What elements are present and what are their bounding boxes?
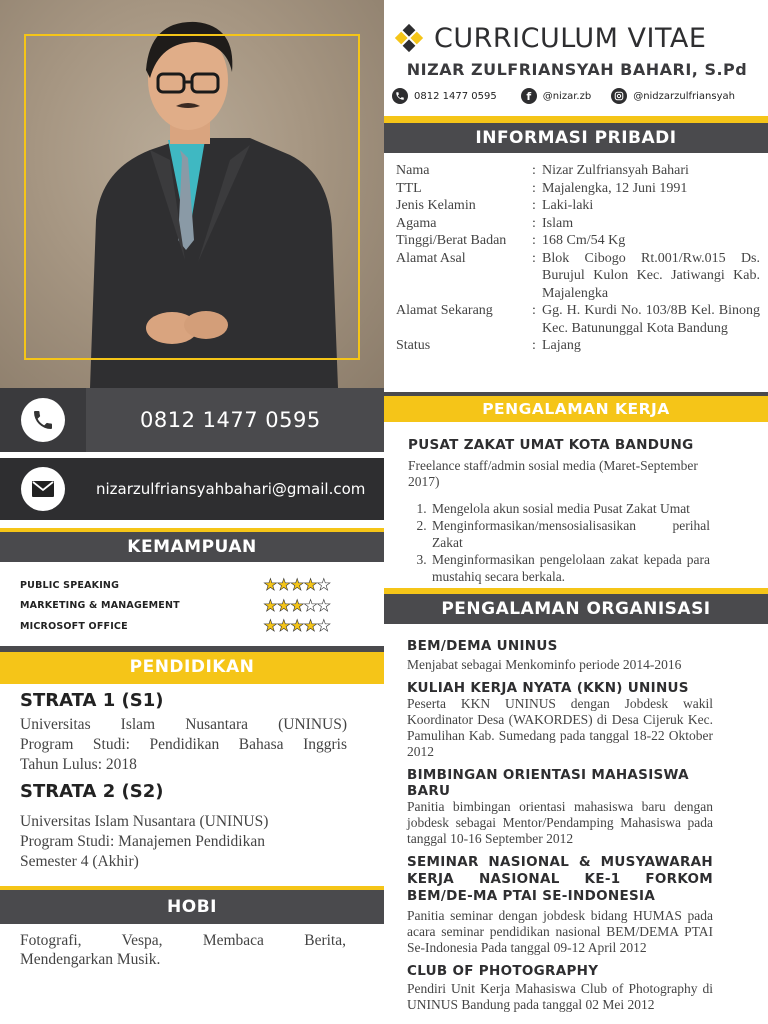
phone-number: 0812 1477 0595 (140, 408, 321, 432)
info-separator: : (532, 303, 536, 318)
organization-item (407, 854, 713, 956)
social-phone-text: 0812 1477 0595 (414, 90, 497, 102)
hobby-heading: HOBI (0, 890, 384, 924)
education-line: Semester 4 (Akhir) (20, 853, 139, 870)
education-line: Universitas Islam Nusantara (UNINUS) (20, 716, 347, 733)
phone-row (0, 388, 384, 452)
work-org: PUSAT ZAKAT UMAT KOTA BANDUNG (408, 437, 694, 453)
star-rating (263, 577, 330, 593)
education-title: STRATA 1 (S1) (20, 690, 164, 711)
star-filled-icon: ★ (276, 575, 290, 595)
info-value: Blok Cibogo Rt.001/Rw.015 Ds. Burujul Kulon Kec. Jatiwangi Kab. Majalengka (542, 250, 760, 301)
info-separator: : (532, 250, 536, 266)
organization-title: CLUB OF PHOTOGRAPHY (407, 963, 599, 979)
photo-frame (24, 34, 360, 360)
info-value: Islam (542, 215, 574, 231)
person-name: NIZAR ZULFRIANSYAH BAHARI, S.Pd (406, 60, 748, 79)
profile-photo (0, 0, 384, 388)
hobby-text (20, 931, 346, 969)
star-filled-icon: ★ (276, 616, 290, 636)
info-label: Alamat Asal (396, 250, 466, 266)
star-rating (263, 618, 330, 634)
divider (384, 116, 768, 123)
info-separator: : (532, 163, 536, 178)
star-empty-icon: ★ (316, 595, 330, 615)
work-task: 1. Mengelola akun sosial media Pusat Zakat Umat (430, 500, 710, 517)
work-role: Freelance staff/admin sosial media (Maret-September 2017) (408, 458, 698, 489)
education-item (20, 690, 347, 775)
skill-name: PUBLIC SPEAKING (20, 579, 120, 591)
title-text: CURRICULUM VITAE (434, 22, 707, 54)
social-phone (392, 88, 497, 104)
facebook-icon: f (521, 88, 537, 104)
info-label: Alamat Sekarang (396, 303, 493, 318)
phone-icon (21, 398, 65, 442)
star-rating (263, 595, 330, 615)
star-filled-icon: ★ (276, 595, 290, 615)
skill-name: MICROSOFT OFFICE (20, 620, 128, 632)
info-row (396, 180, 760, 198)
phone-icon (392, 88, 408, 104)
work-experience (408, 437, 710, 585)
star-filled-icon: ★ (263, 575, 277, 595)
instagram-icon (611, 88, 627, 104)
info-value: Laki-laki (542, 198, 594, 213)
organization-title: KULIAH KERJA NYATA (KKN) UNINUS (407, 680, 689, 696)
personal-info-heading: INFORMASI PRIBADI (384, 123, 768, 153)
info-label: TTL (396, 180, 422, 196)
star-filled-icon: ★ (289, 575, 304, 595)
info-label: Agama (396, 215, 437, 231)
info-separator: : (532, 215, 536, 231)
info-value: 168 Cm/54 Kg (542, 233, 626, 248)
education-item (20, 781, 347, 872)
star-filled-icon: ★ (263, 595, 277, 615)
work-task: 2. Menginformasikan/mensosialisasikan perihal Zakat (430, 517, 710, 551)
organization-desc: Panitia seminar dengan jobdesk bidang HUMAS pada acara seminar pendidikan nasional BEM/DEMA PTAI Se-Indonesia Pada tanggal 09-12 April 2012 (407, 908, 713, 955)
info-label: Nama (396, 163, 430, 178)
info-value: Majalengka, 12 Juni 1991 (542, 180, 688, 196)
star-filled-icon: ★ (289, 595, 304, 615)
organization-desc: Menjabat sebagai Menkominfo periode 2014-2016 (407, 657, 682, 672)
work-heading: PENGALAMAN KERJA (384, 396, 768, 422)
education-line: Tahun Lulus: 2018 (20, 756, 137, 773)
skills-list (20, 575, 330, 637)
star-filled-icon: ★ (303, 575, 317, 595)
diamond-logo-icon (394, 23, 424, 53)
skill-name: MARKETING & MANAGEMENT (20, 600, 180, 612)
email-address: nizarzulfriansyahbahari@gmail.com (96, 480, 366, 498)
envelope-icon (21, 467, 65, 511)
star-empty-icon: ★ (303, 595, 317, 615)
info-row (396, 302, 760, 337)
info-label: Tinggi/Berat Badan (396, 233, 507, 248)
organization-desc: Peserta KKN UNINUS dengan Jobdesk wakil Koordinator Desa (WAKORDES) di Desa Cijeruk Kec. Pamulihan Kab. Sumedang pada tanggal 18-22 Oktober 2012 (407, 696, 713, 759)
star-filled-icon: ★ (289, 616, 304, 636)
hobby-line: Fotografi, Vespa, Membaca Berita, (20, 932, 346, 949)
info-value: Gg. H. Kurdi No. 103/8B Kel. Binong Kec. Batununggal Kota Bandung (542, 303, 760, 336)
star-filled-icon: ★ (303, 616, 317, 636)
education-line: Program Studi: Manajemen Pendidikan (20, 833, 265, 850)
education-line: Universitas Islam Nusantara (UNINUS) (20, 813, 269, 830)
personal-info-table (396, 162, 760, 355)
organization-desc: Panitia bimbingan orientasi mahasiswa baru dengan jobdesk sebagai Mentor/Pendamping Mahasiswa pada tanggal 10-16 September 2012 (407, 799, 713, 846)
education-heading: PENDIDIKAN (0, 652, 384, 684)
organization-heading: PENGALAMAN ORGANISASI (384, 594, 768, 624)
organization-desc: Pendiri Unit Kerja Mahasiswa Club of Photography di UNINUS Bandung pada tanggal 02 Mei 2012 (407, 981, 713, 1012)
education-list (20, 690, 347, 872)
skill-row (20, 616, 330, 637)
organization-item (407, 767, 713, 847)
social-instagram-text: @nidzarzulfriansyah (633, 90, 735, 102)
organization-item (407, 638, 713, 673)
info-value: Nizar Zulfriansyah Bahari (542, 163, 689, 178)
education-title: STRATA 2 (S2) (20, 781, 164, 802)
organization-item (407, 963, 713, 1013)
info-row (396, 197, 760, 215)
info-row (396, 337, 760, 355)
social-instagram[interactable] (611, 88, 735, 104)
organization-title: BIMBINGAN ORIENTASI MAHASISWA BARU (407, 767, 689, 799)
info-label: Jenis Kelamin (396, 198, 476, 213)
info-row (396, 250, 760, 303)
education-line: Program Studi: Pendidikan Bahasa Inggris (20, 736, 347, 753)
star-filled-icon: ★ (263, 616, 277, 636)
star-empty-icon: ★ (316, 575, 330, 595)
info-value: Lajang (542, 338, 581, 353)
info-label: Status (396, 338, 431, 353)
social-facebook[interactable] (521, 88, 591, 104)
info-separator: : (532, 233, 536, 248)
social-facebook-text: @nizar.zb (542, 90, 592, 102)
info-separator: : (532, 180, 536, 196)
cv-title (394, 18, 706, 58)
hobby-line: Mendengarkan Musik. (20, 951, 161, 968)
info-separator: : (532, 198, 536, 213)
info-row (396, 215, 760, 233)
organization-title: SEMINAR NASIONAL & MUSYAWARAH KERJA NASIONAL KE-1 FORKOM BEM/DE-MA PTAI SE-INDONESIA (407, 854, 713, 904)
star-empty-icon: ★ (316, 616, 330, 636)
info-row (396, 232, 760, 250)
info-row (396, 162, 760, 180)
skill-row (20, 575, 330, 596)
work-task-list (408, 500, 710, 585)
skills-heading: KEMAMPUAN (0, 532, 384, 562)
organization-title: BEM/DEMA UNINUS (407, 638, 558, 654)
social-links (392, 88, 762, 104)
organization-list (407, 638, 713, 1020)
work-task: 3. Menginformasikan pengelolaan zakat kepada para mustahiq secara berkala. (430, 551, 710, 585)
info-separator: : (532, 338, 536, 353)
organization-item (407, 680, 713, 760)
skill-row (20, 596, 330, 617)
email-row (0, 458, 384, 520)
